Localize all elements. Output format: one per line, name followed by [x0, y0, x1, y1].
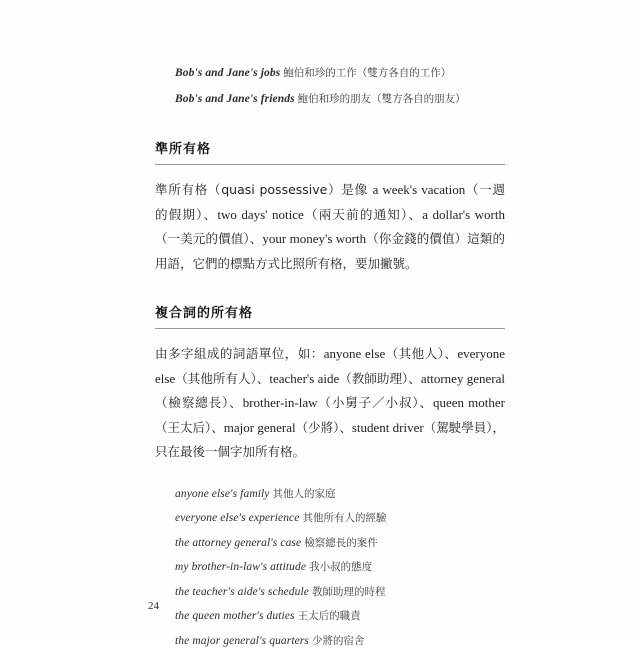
example-english: my brother-in-law's attitude [175, 561, 306, 573]
section-paragraph [155, 178, 505, 276]
paragraph-fragment: （兩天前的通知）、 [304, 207, 422, 222]
example-english: the queen mother's duties [175, 610, 295, 622]
example-chinese: 教師助理的時程 [309, 586, 386, 598]
paragraph-term: attorney general [421, 371, 505, 386]
paragraph-fragment: （王太后）、 [155, 420, 224, 435]
list-item [175, 580, 505, 605]
paragraph-fragment: （少將）、 [296, 420, 352, 435]
paragraph-term: brother-in-law [243, 395, 318, 410]
paragraph-fragment: （其他所有人）、 [175, 371, 269, 386]
list-item [175, 531, 505, 556]
example-english: everyone else's experience [175, 512, 299, 524]
paragraph-fragment: （一美元的價值）、 [155, 231, 262, 246]
list-item [175, 604, 505, 629]
example-line [175, 86, 505, 112]
example-chinese: 少將的宿舍 [309, 635, 365, 647]
paragraph-fragment: （駕駛學員），只在最後一個字加所有格。 [155, 420, 505, 460]
list-item [175, 629, 505, 653]
section-divider [155, 164, 505, 165]
list-item [175, 482, 505, 507]
example-english: anyone else's family [175, 488, 270, 500]
section-quasi-possessive [155, 138, 505, 276]
example-chinese: 其他人的家庭 [270, 488, 336, 500]
example-english: Bob's and Jane's friends [175, 93, 295, 105]
section-divider [155, 328, 505, 329]
list-item [175, 506, 505, 531]
example-chinese: 鮑伯和珍的工作（雙方各自的工作） [280, 67, 451, 79]
example-chinese: 我小叔的態度 [306, 561, 372, 573]
section-compound-possessive [155, 302, 505, 653]
example-line [175, 60, 505, 86]
paragraph-fragment: 準所有格（quasi possessive）是像 [155, 182, 373, 197]
paragraph-fragment: （教師助理）、 [339, 371, 421, 386]
paragraph-fragment: （小舅子／小叔）、 [318, 395, 433, 410]
paragraph-term: everyone else [155, 346, 505, 386]
bottom-example-list [155, 482, 505, 653]
example-chinese: 其他所有人的經驗 [299, 512, 386, 524]
paragraph-fragment: （你金錢的價值）這類的用語，它們的標點方式比照所有格，要加撇號。 [155, 231, 505, 271]
paragraph-fragment: 由多字組成的詞語單位，如： [155, 346, 324, 361]
section-heading: 複合詞的所有格 [155, 302, 505, 328]
example-chinese: 王太后的職責 [295, 610, 361, 622]
paragraph-fragment: （一週的假期）、 [155, 182, 505, 222]
paragraph-fragment: （檢察總長）、 [155, 395, 243, 410]
top-example-block [155, 60, 505, 112]
paragraph-term: a dollar's worth [422, 207, 505, 222]
paragraph-term: a week's vacation [373, 182, 466, 197]
example-english: Bob's and Jane's jobs [175, 67, 280, 79]
paragraph-term: anyone else [324, 346, 385, 361]
paragraph-term: your money's worth [262, 231, 366, 246]
list-item [175, 555, 505, 580]
example-english: the major general's quarters [175, 635, 309, 647]
paragraph-term: major general [224, 420, 296, 435]
example-english: the attorney general's case [175, 537, 301, 549]
paragraph-term: teacher's aide [269, 371, 339, 386]
section-paragraph [155, 342, 505, 465]
example-chinese: 鮑伯和珍的朋友（雙方各自的朋友） [295, 93, 466, 105]
page-number: 24 [148, 600, 159, 612]
paragraph-term: queen mother [433, 395, 505, 410]
example-english: the teacher's aide's schedule [175, 586, 309, 598]
example-chinese: 檢察總長的案件 [301, 537, 378, 549]
paragraph-fragment: （其他人）、 [385, 346, 457, 361]
paragraph-term: two days' notice [217, 207, 303, 222]
section-heading: 準所有格 [155, 138, 505, 164]
page-content [155, 60, 505, 653]
paragraph-term: student driver [352, 420, 424, 435]
